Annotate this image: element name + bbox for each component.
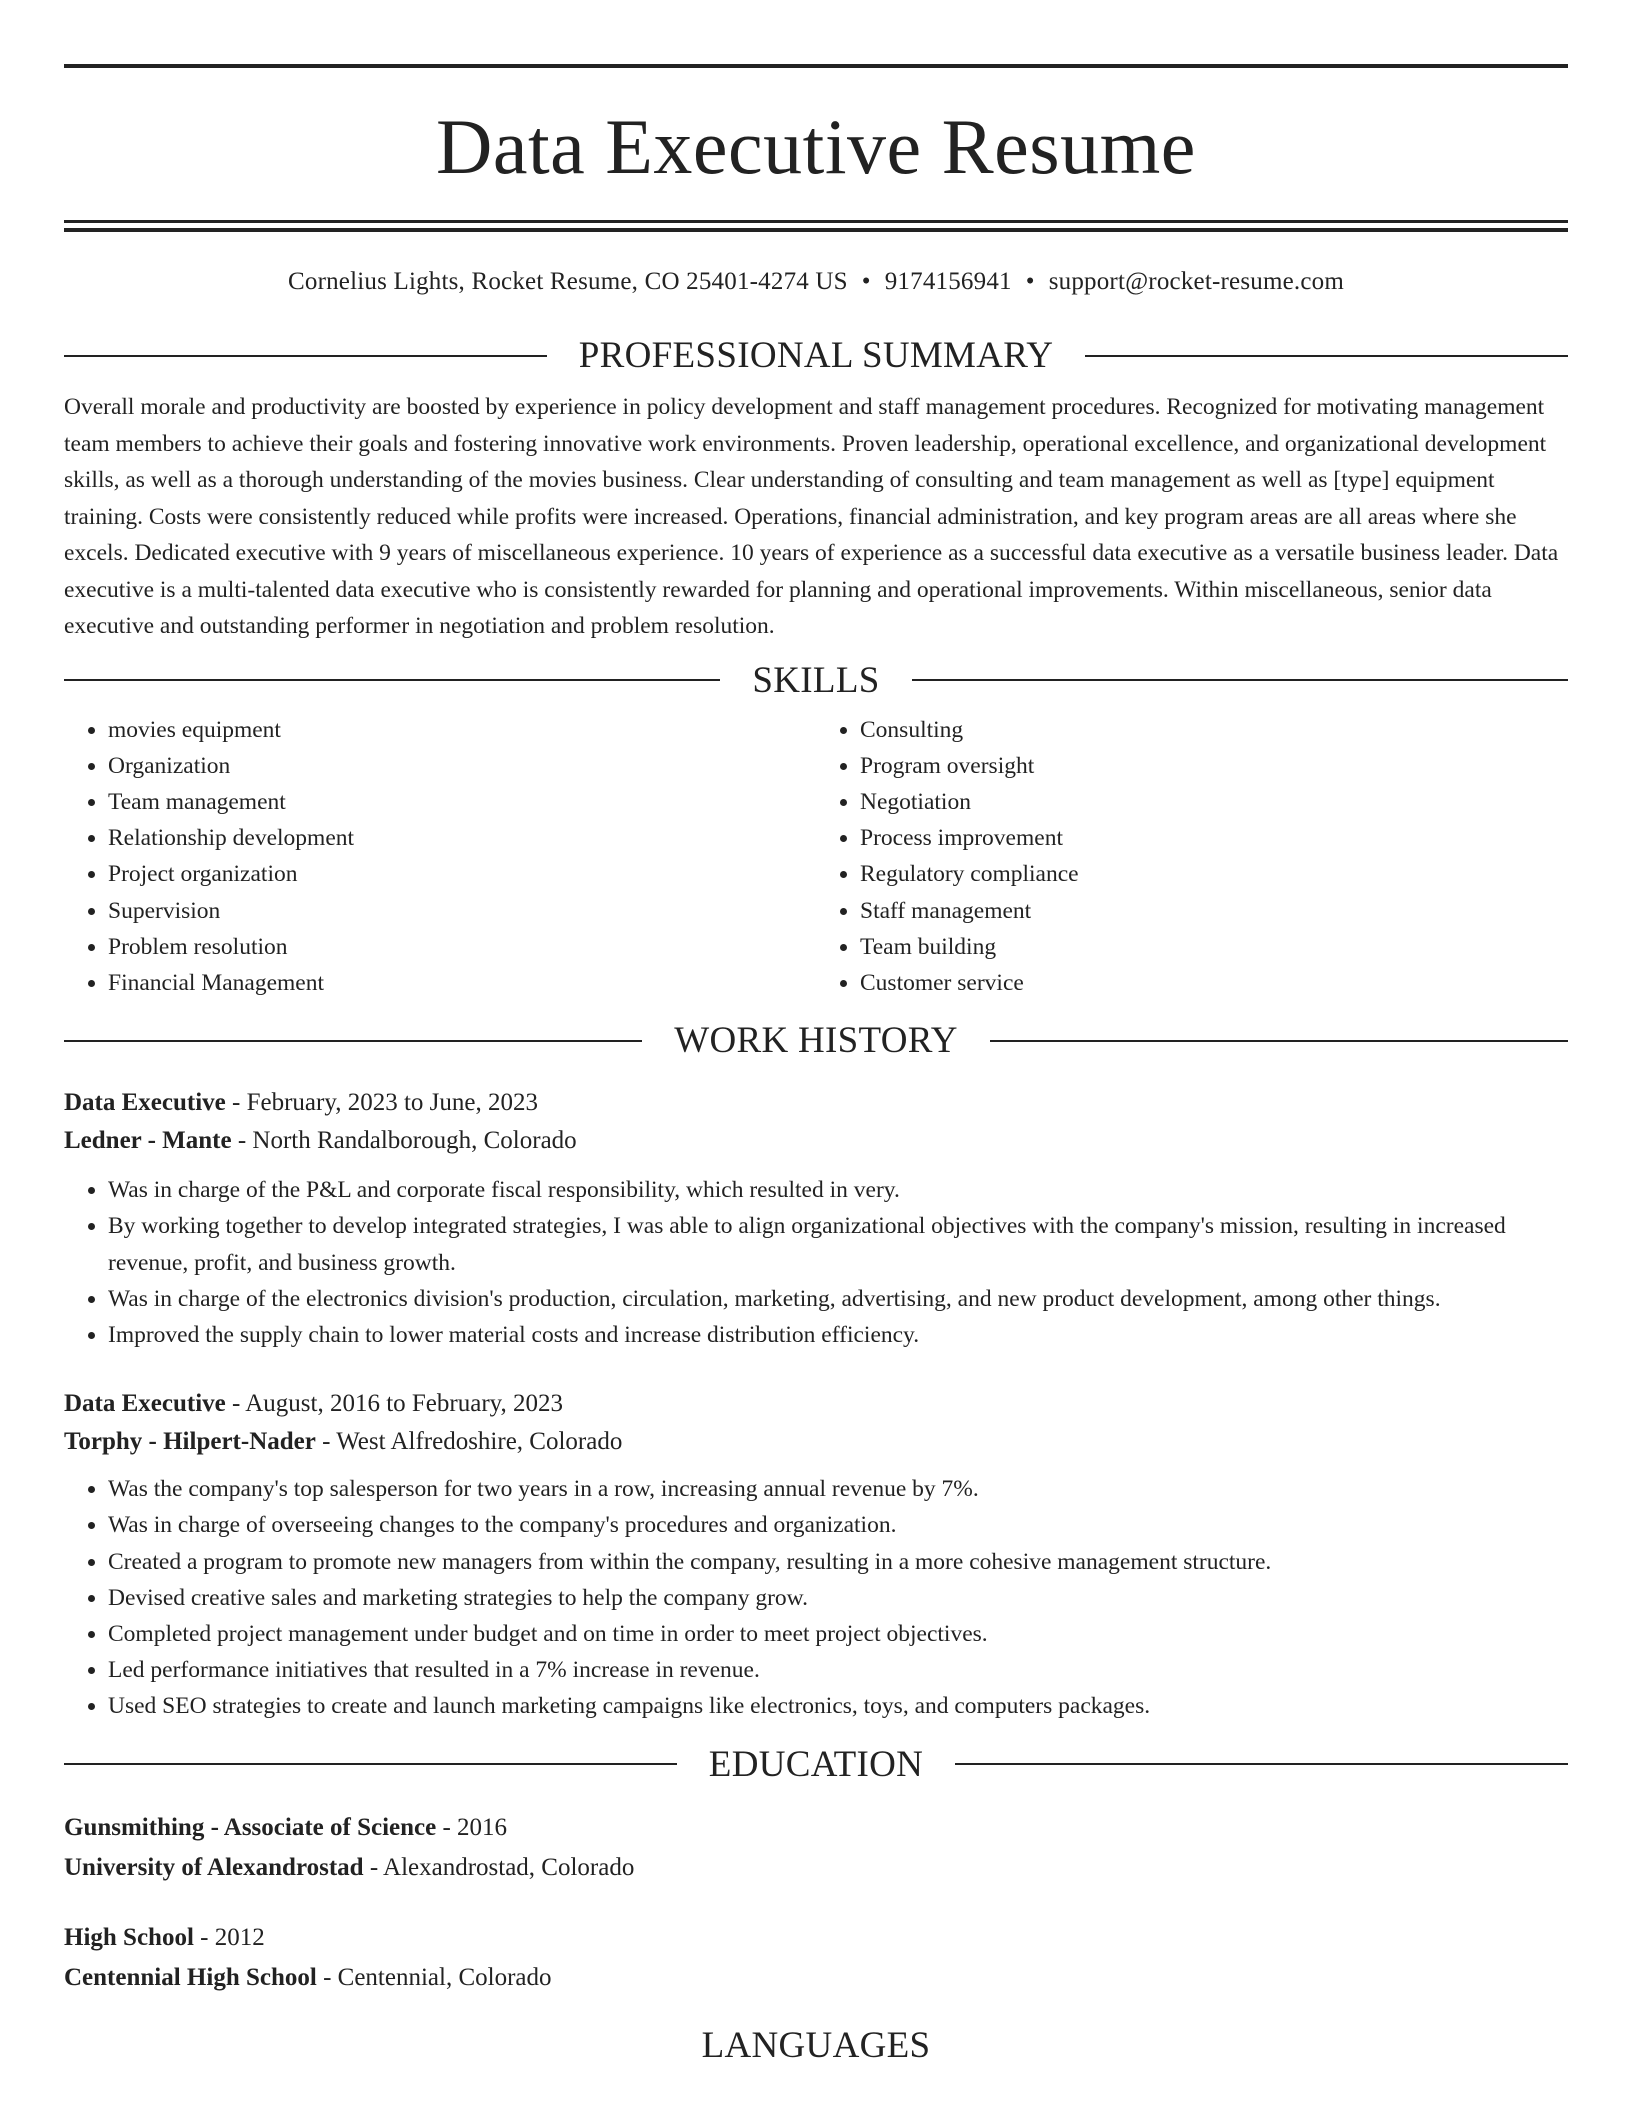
skill-item: • Team building: [860, 929, 1568, 965]
job-bullet: • Was in charge of the P&L and corporate fiscal responsibility, which resulted in very.: [108, 1172, 1568, 1208]
education-location: - Centennial, Colorado: [316, 1963, 552, 1991]
contact-line: [64, 268, 1568, 296]
job-bullet: • Used SEO strategies to create and launch marketing campaigns like electronics, toys, and computers packages.: [108, 1688, 1568, 1724]
education-year: - 2012: [193, 1923, 265, 1951]
job-title-line: [64, 1385, 1568, 1423]
job-title-line: [64, 1084, 1568, 1122]
skill-item: • Financial Management: [108, 965, 816, 1001]
education-degree-line: [64, 1918, 1568, 1958]
contact-separator: •: [861, 268, 871, 295]
job-bullet: • Created a program to promote new managers from within the company, resulting in a more cohesive management structure.: [108, 1544, 1568, 1580]
skills-list: [64, 712, 1568, 1002]
education-school-line: [64, 1848, 1568, 1888]
job-entry: [64, 1084, 1568, 1353]
heading-rule: [64, 355, 547, 357]
heading-rule: [64, 1040, 642, 1042]
heading-rule: [990, 1040, 1568, 1042]
job-company: Ledner - Mante: [64, 1127, 232, 1155]
heading-rule: [912, 679, 1568, 681]
skill-item: • Project organization: [108, 856, 816, 892]
contact-separator: •: [1025, 268, 1035, 295]
education-heading-label: EDUCATION: [708, 1743, 924, 1785]
job-bullet: • Was in charge of overseeing changes to the company's procedures and organization.: [108, 1507, 1568, 1543]
contact-email[interactable]: support@rocket-resume.com: [1048, 268, 1344, 295]
job-title: Data Executive: [64, 1390, 226, 1418]
job-company: Torphy - Hilpert-Nader: [64, 1428, 316, 1456]
contact-phone[interactable]: 9174156941: [884, 268, 1012, 295]
job-bullet: • Was the company's top salesperson for two years in a row, increasing annual revenue by 7%.: [108, 1471, 1568, 1507]
job-dates: - February, 2023 to June, 2023: [225, 1089, 539, 1117]
job-entry: [64, 1385, 1568, 1724]
work-heading: [64, 1019, 1568, 1062]
work-heading-label: WORK HISTORY: [674, 1020, 958, 1062]
education-location: - Alexandrostad, Colorado: [363, 1853, 635, 1881]
skill-item: • movies equipment: [108, 712, 816, 748]
job-bullet: • Devised creative sales and marketing strategies to help the company grow.: [108, 1580, 1568, 1616]
title-double-rule: [64, 220, 1568, 232]
heading-rule: [64, 679, 720, 681]
education-heading: [64, 1743, 1568, 1786]
skill-item: • Staff management: [860, 893, 1568, 929]
job-bullet: • By working together to develop integrated strategies, I was able to align organizational objectives with the company's mission, resulting in increased revenue, profit, and business growth.: [108, 1208, 1568, 1280]
job-bullet: • Led performance initiatives that resulted in a 7% increase in revenue.: [108, 1652, 1568, 1688]
education-entry: [64, 1918, 1568, 1998]
skill-item: • Team management: [108, 784, 816, 820]
education-degree: Gunsmithing - Associate of Science: [64, 1813, 437, 1841]
heading-rule: [955, 1763, 1568, 1765]
job-bullets: [64, 1172, 1568, 1353]
skills-column-left: [64, 712, 816, 1002]
skill-item: • Process improvement: [860, 820, 1568, 856]
education-school: Centennial High School: [64, 1963, 317, 1991]
job-company-line: [64, 1122, 1568, 1160]
skills-heading-label: SKILLS: [752, 659, 880, 701]
top-rule: [64, 64, 1568, 68]
education-degree-line: [64, 1808, 1568, 1848]
skill-item: • Relationship development: [108, 820, 816, 856]
job-bullets: [64, 1471, 1568, 1724]
education-entry: [64, 1808, 1568, 1888]
skill-item: • Supervision: [108, 893, 816, 929]
summary-text: Overall morale and productivity are boosted by experience in policy development and staff management procedures. Recognized for motivating management team members to achieve their goals and fostering innovative work environments. Proven leadership, operational excellence, and organizational development skills, as well as a thorough understanding of the movies business. Clear understanding of consulting and team management as well as [type] equipment training. Costs were consistently reduced while profits were increased. Operations, financial administration, and key program areas are all areas where she excels. Dedicated executive with 9 years of miscellaneous experience. 10 years of experience as a successful data executive as a versatile business leader. Data executive is a multi-talented data executive who is consistently rewarded for planning and operational improvements. Within miscellaneous, senior data executive and outstanding performer in negotiation and problem resolution.: [64, 394, 1559, 639]
job-location: - West Alfredoshire, Colorado: [315, 1428, 623, 1456]
job-bullet: • Improved the supply chain to lower material costs and increase distribution efficiency.: [108, 1317, 1568, 1353]
heading-rule: [1085, 355, 1568, 357]
education-year: - 2016: [436, 1813, 508, 1841]
resume-title: Data Executive Resume: [436, 103, 1196, 190]
skill-item: • Regulatory compliance: [860, 856, 1568, 892]
skill-item: • Negotiation: [860, 784, 1568, 820]
skills-column-right: [816, 712, 1568, 1002]
skill-item: • Customer service: [860, 965, 1568, 1001]
skill-item: • Organization: [108, 748, 816, 784]
job-title: Data Executive: [64, 1089, 226, 1117]
skills-heading: [64, 659, 1568, 702]
languages-heading: [64, 2024, 1568, 2067]
education-degree: High School: [64, 1923, 194, 1951]
job-dates: - August, 2016 to February, 2023: [225, 1390, 564, 1418]
job-bullet: • Completed project management under budget and on time in order to meet project objectives.: [108, 1616, 1568, 1652]
heading-rule: [64, 1763, 677, 1765]
skill-item: • Problem resolution: [108, 929, 816, 965]
education-school: University of Alexandrostad: [64, 1853, 364, 1881]
summary-heading-label: PROFESSIONAL SUMMARY: [578, 335, 1054, 376]
skill-item: • Program oversight: [860, 748, 1568, 784]
contact-address: Cornelius Lights, Rocket Resume, CO 25401-4274 US: [288, 268, 848, 295]
skill-item: • Consulting: [860, 712, 1568, 748]
job-bullet: • Was in charge of the electronics division's production, circulation, marketing, advertising, and new product development, among other things.: [108, 1281, 1568, 1317]
job-company-line: [64, 1423, 1568, 1461]
education-school-line: [64, 1958, 1568, 1998]
languages-heading-label: LANGUAGES: [701, 2024, 931, 2066]
job-location: - North Randalborough, Colorado: [231, 1127, 577, 1155]
summary-heading: [64, 334, 1568, 377]
